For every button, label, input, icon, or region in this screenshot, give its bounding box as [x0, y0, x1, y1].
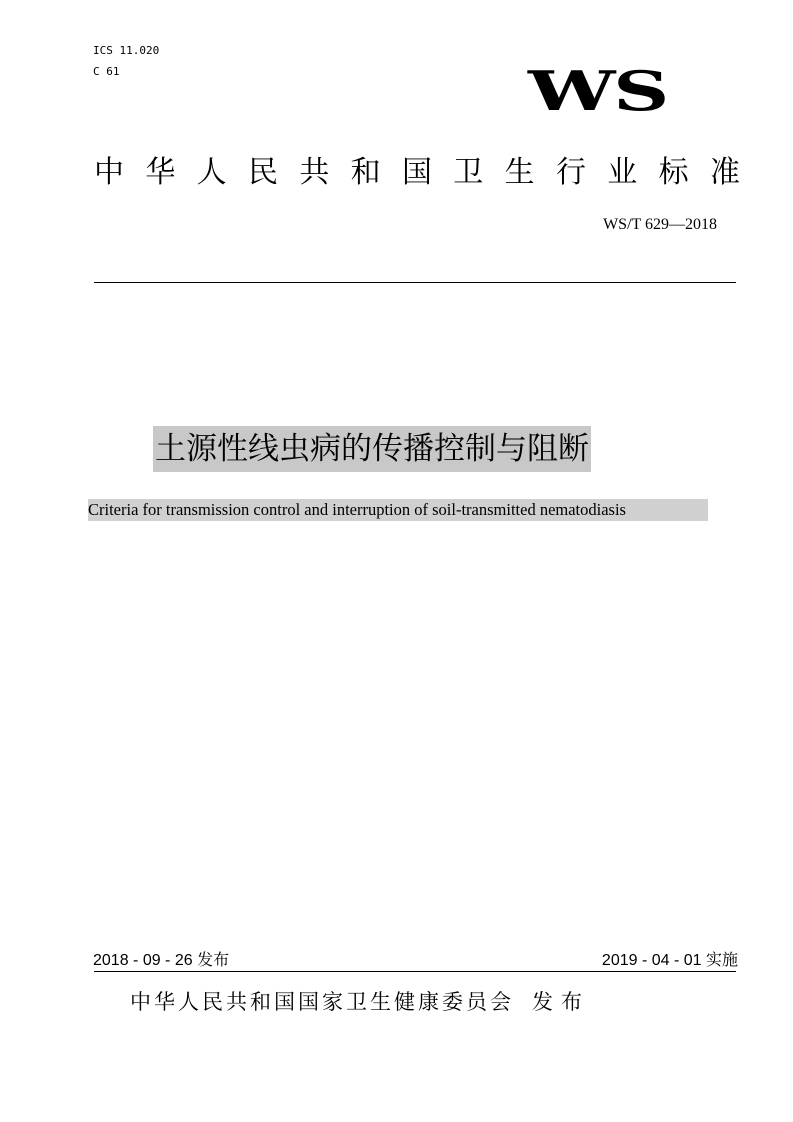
footer-divider	[94, 971, 736, 972]
org-title-char: 生	[504, 155, 535, 190]
org-title-char: 和	[350, 155, 381, 190]
org-title-char: 民	[247, 155, 278, 190]
english-title: Criteria for transmission control and interruption of soil-transmitted nematodiasis	[88, 499, 708, 521]
org-title-char: 准	[709, 155, 740, 190]
chinese-title: 土源性线虫病的传播控制与阻断	[153, 426, 591, 472]
classification-codes	[93, 40, 159, 82]
org-title-char: 中	[94, 155, 124, 190]
org-title-char: 卫	[453, 155, 484, 190]
standard-number: WS/T 629—2018	[603, 216, 717, 233]
org-title-char: 行	[555, 155, 586, 190]
org-title-char: 业	[607, 155, 638, 190]
org-title-char: 共	[299, 155, 330, 190]
org-title-char: 标	[658, 155, 689, 190]
issuer-name: 中华人民共和国国家卫生健康委员会	[130, 990, 514, 1014]
issuer-line	[130, 988, 700, 1016]
issuer-action: 发布	[532, 990, 590, 1014]
org-standard-title	[94, 155, 740, 191]
org-title-char: 国	[401, 155, 432, 190]
ccs-code: C 61	[93, 65, 120, 78]
issue-date: 2018 - 09 - 26 发布	[93, 952, 230, 969]
ws-logo: WS	[528, 59, 668, 124]
org-title-char: 人	[196, 155, 227, 190]
org-title-char: 华	[145, 155, 176, 190]
ics-code: ICS 11.020	[93, 44, 160, 57]
header-divider	[94, 282, 736, 283]
date-row	[93, 950, 738, 971]
implementation-date: 2019 - 04 - 01 实施	[601, 952, 738, 969]
